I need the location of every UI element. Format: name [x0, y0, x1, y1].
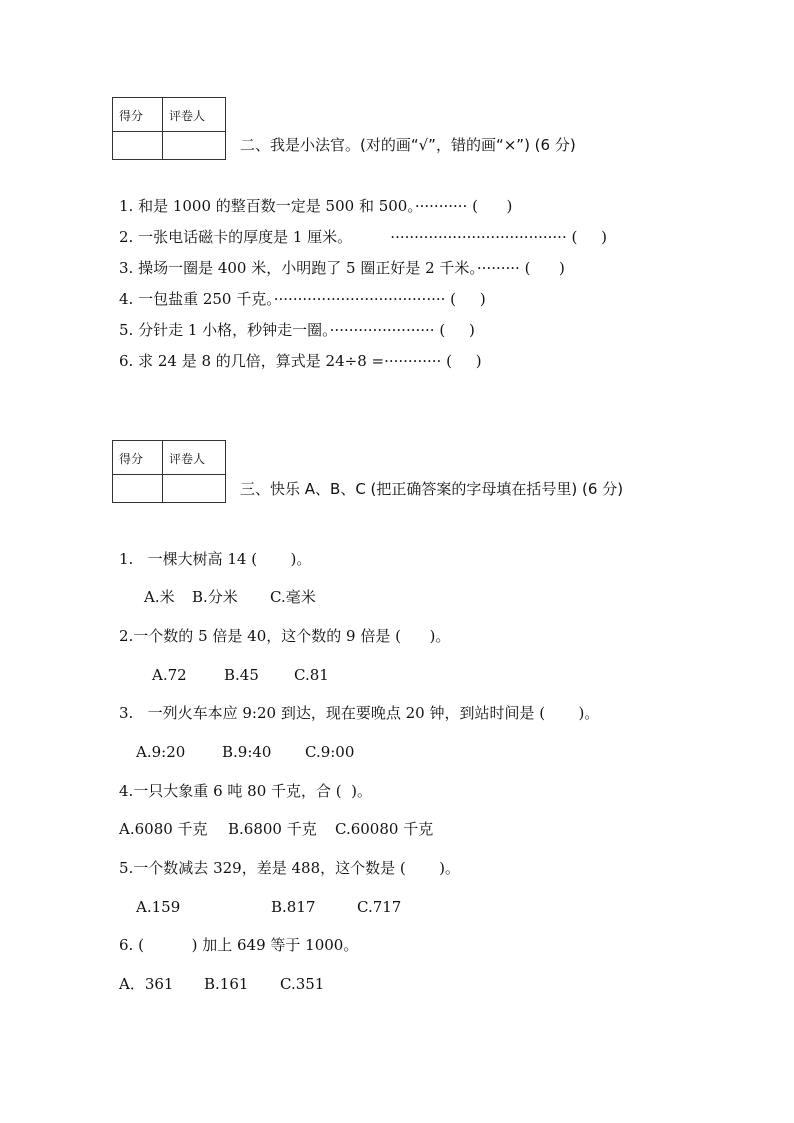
score-label: 得分 — [113, 98, 163, 132]
option-c: C.60080 千克 — [335, 820, 434, 838]
grader-cell — [163, 475, 225, 502]
option-b: B.9:40 — [222, 743, 272, 761]
option-c: C.毫米 — [270, 588, 316, 606]
choice-question-3: 3. 一列火车本应 9:20 到达，现在要晚点 20 钟，到站时间是 ( )。 — [119, 704, 600, 722]
option-a: A.米 — [144, 588, 175, 606]
option-b: B.6800 千克 — [228, 820, 317, 838]
choice-question-6: 6. ( ) 加上 649 等于 1000。 — [119, 936, 359, 954]
score-label: 得分 — [113, 441, 163, 475]
true-false-item-6: 6. 求 24 是 8 的几倍，算式是 24÷8 =············ ( ) — [119, 352, 482, 370]
option-b: B.分米 — [192, 588, 238, 606]
grader-label: 评卷人 — [163, 441, 225, 475]
option-b: B.817 — [271, 898, 316, 916]
true-false-item-5: 5. 分针走 1 小格，秒钟走一圈。······················ ( ) — [119, 321, 475, 339]
option-c: C.9:00 — [305, 743, 355, 761]
true-false-item-3: 3. 操场一圈是 400 米，小明跑了 5 圈正好是 2 千米。········· ( ) — [119, 259, 565, 277]
option-a: A.6080 千克 — [119, 820, 208, 838]
option-b: B.161 — [204, 975, 249, 993]
section2-title: 二、我是小法官。(对的画“√”，错的画“×”) (6 分) — [240, 136, 576, 154]
true-false-item-4: 4. 一包盐重 250 千克。···································· ( ) — [119, 290, 486, 308]
choice-question-5: 5.一个数减去 329，差是 488，这个数是 ( )。 — [119, 859, 460, 877]
option-a: A.159 — [136, 898, 181, 916]
score-table-section3 — [112, 440, 226, 503]
option-a: A.9:20 — [136, 743, 186, 761]
option-c: C.351 — [280, 975, 325, 993]
true-false-item-2: 2. 一张电话磁卡的厚度是 1 厘米。 ····································· ( ) — [119, 228, 608, 246]
grader-label: 评卷人 — [163, 98, 225, 132]
choice-question-4: 4.一只大象重 6 吨 80 千克，合 ( )。 — [119, 782, 373, 800]
choice-question-1: 1. 一棵大树高 14 ( )。 — [119, 550, 312, 568]
grader-cell — [163, 132, 225, 159]
true-false-item-1: 1. 和是 1000 的整百数一定是 500 和 500。··········· ( ) — [119, 197, 513, 215]
option-c: C.717 — [357, 898, 402, 916]
score-table-section2 — [112, 97, 226, 160]
option-a: A．361 — [119, 975, 174, 993]
option-a: A.72 — [152, 666, 187, 684]
section3-title: 三、快乐 A、B、C (把正确答案的字母填在括号里) (6 分) — [240, 480, 624, 498]
option-c: C.81 — [294, 666, 329, 684]
score-cell — [113, 475, 163, 502]
score-cell — [113, 132, 163, 159]
choice-question-2: 2.一个数的 5 倍是 40，这个数的 9 倍是 ( )。 — [119, 627, 451, 645]
option-b: B.45 — [224, 666, 259, 684]
